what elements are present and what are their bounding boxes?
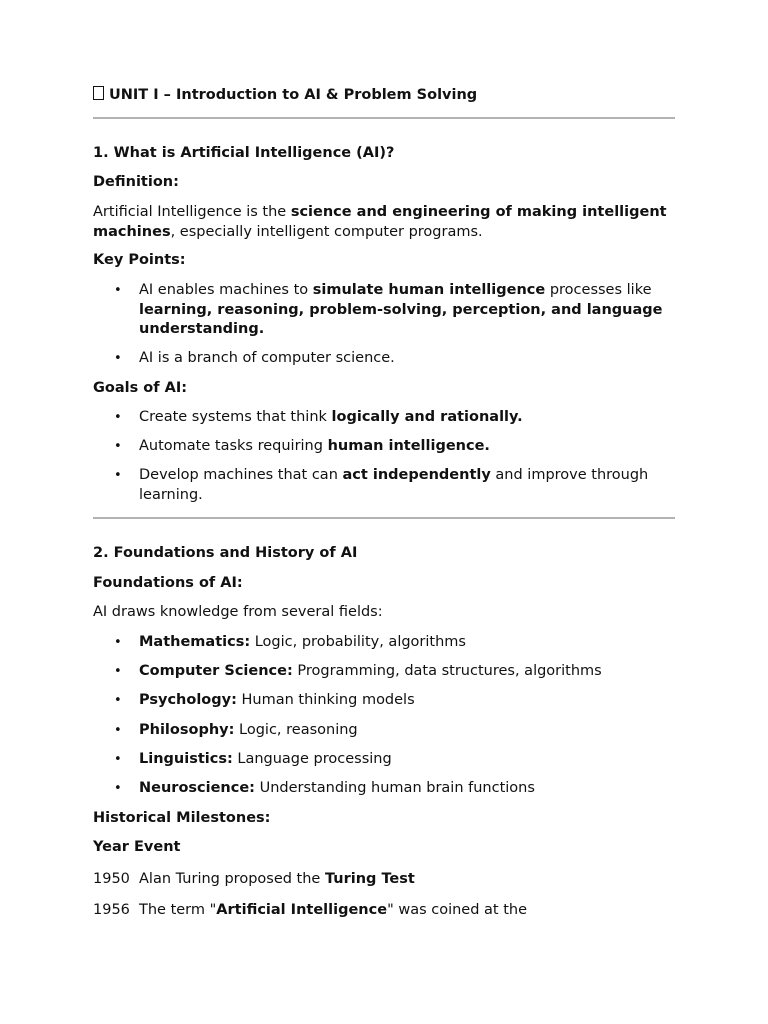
definition-text: Artificial Intelligence is the science and engineering of making intelligent machines, especially intelligent computer programs. <box>93 204 667 240</box>
table-row: 1956 The term "Artificial Intelligence" was coined at the <box>93 902 528 918</box>
missing-glyph-icon <box>93 86 104 100</box>
list-item: • Linguistics: Language processing <box>139 750 675 770</box>
section1-heading: 1. What is Artificial Intelligence (AI)? <box>93 145 395 161</box>
goals-label: Goals of AI: <box>93 380 188 396</box>
definition-label: Definition: <box>93 174 179 190</box>
list-item: • Automate tasks requiring human intelligence. <box>139 437 675 457</box>
list-item: • Psychology: Human thinking models <box>139 691 675 711</box>
list-item: • Develop machines that can act independently and improve through learning. <box>139 466 675 505</box>
list-item: • Create systems that think logically and rationally. <box>139 408 675 428</box>
foundations-intro: AI draws knowledge from several fields: <box>93 604 383 620</box>
foundations-label: Foundations of AI: <box>93 575 243 591</box>
table-header: Year Event <box>93 839 181 855</box>
table-row: 1950 Alan Turing proposed the Turing Test <box>93 871 415 887</box>
list-item: • Mathematics: Logic, probability, algorithms <box>139 633 675 653</box>
key-points-label: Key Points: <box>93 252 186 268</box>
list-item: • Philosophy: Logic, reasoning <box>139 721 675 741</box>
milestones-label: Historical Milestones: <box>93 810 271 826</box>
unit-title: UNIT I – Introduction to AI & Problem Solving <box>93 86 675 106</box>
section2-heading: 2. Foundations and History of AI <box>93 545 358 561</box>
divider <box>93 117 675 119</box>
list-item: • Neuroscience: Understanding human brain functions <box>139 779 675 799</box>
list-item: • AI enables machines to simulate human intelligence processes like learning, reasoning, problem-solving, perception, and language understanding. <box>139 281 675 340</box>
list-item: • Computer Science: Programming, data structures, algorithms <box>139 662 675 682</box>
divider <box>93 517 675 519</box>
list-item: • AI is a branch of computer science. <box>139 349 675 369</box>
